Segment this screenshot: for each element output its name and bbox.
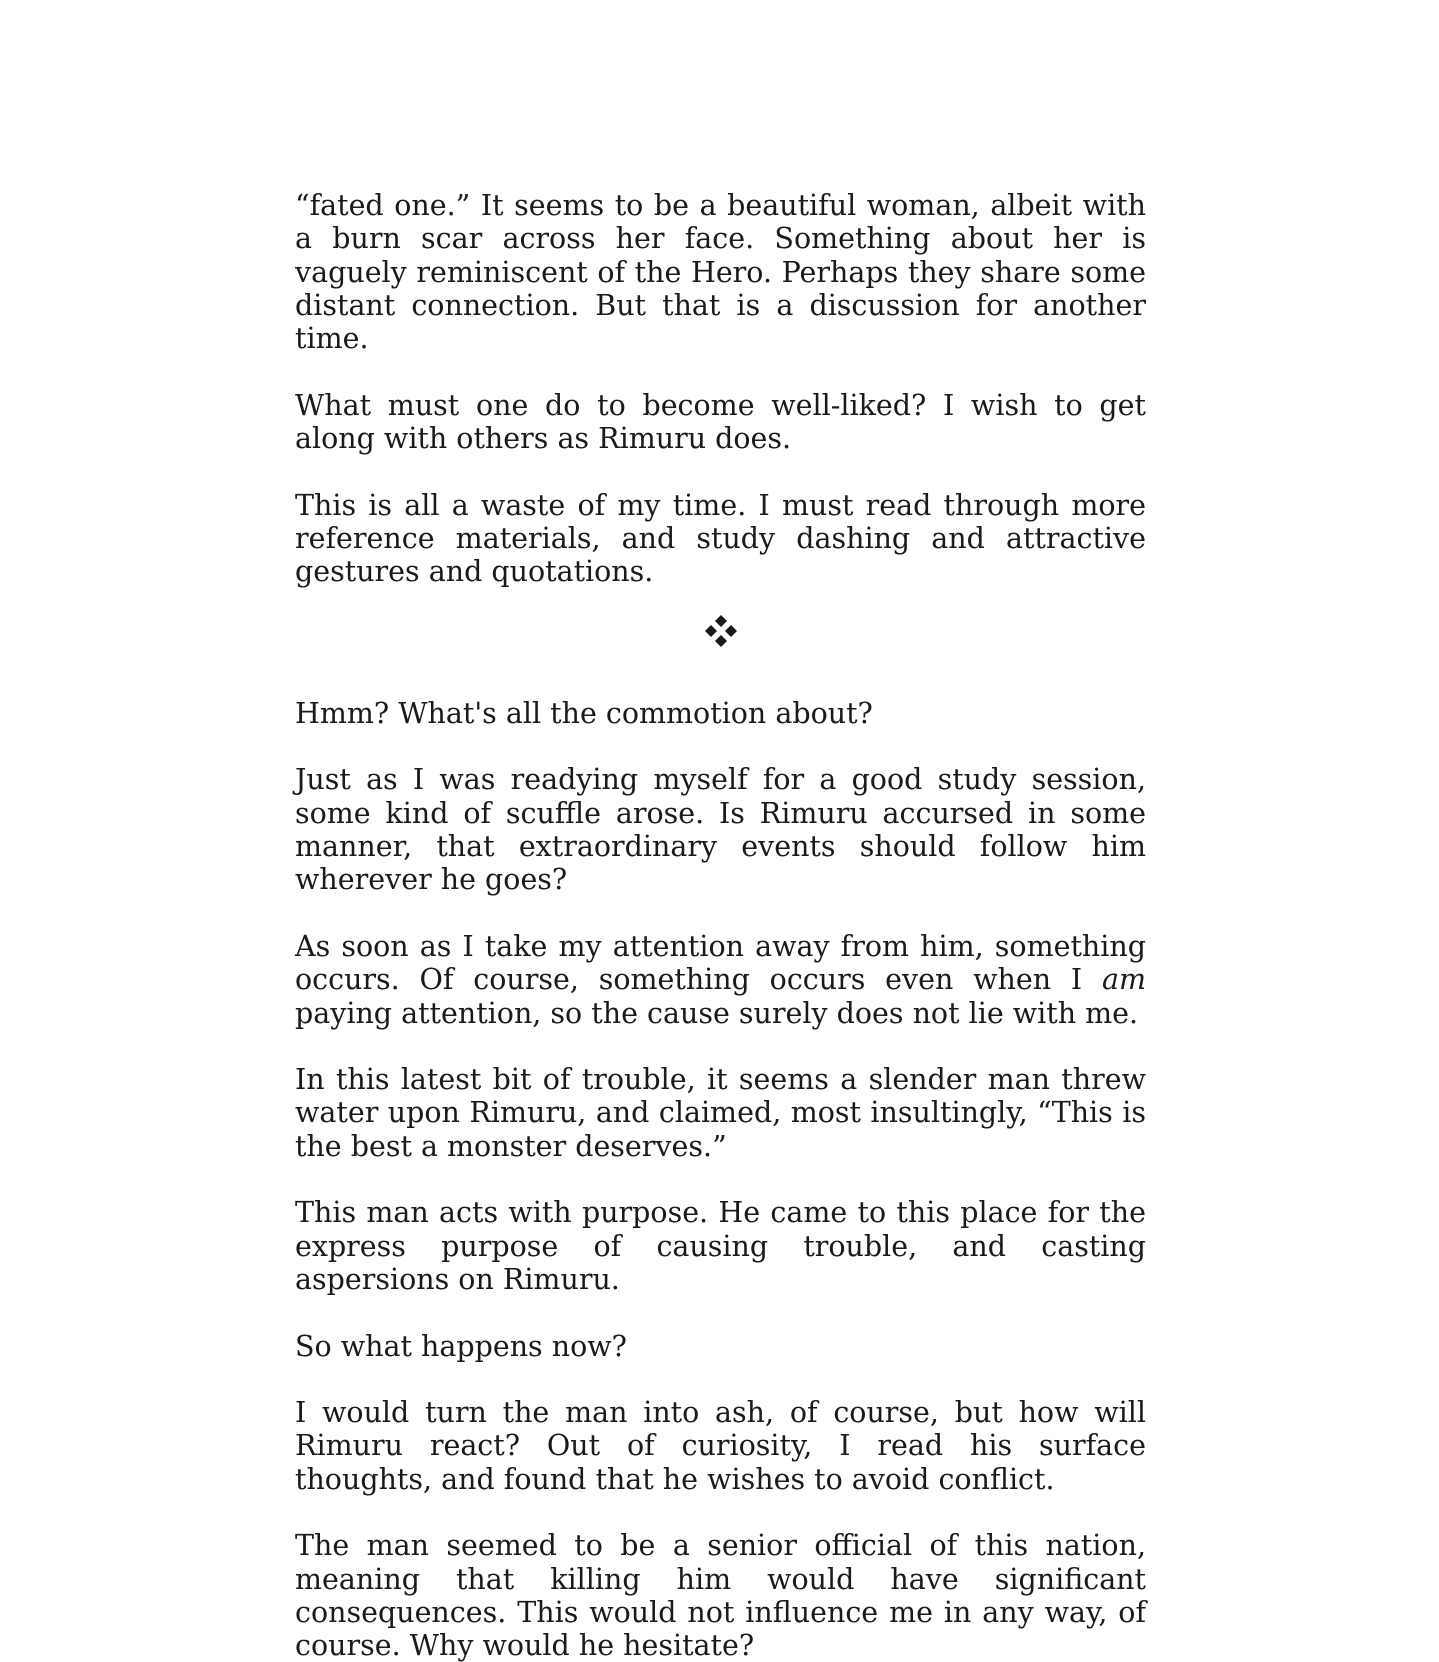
paragraph-scuffle: Just as I was readying myself for a good study session, some kind of scuffle arose. Is Rimuru accursed in some manner, that extraordinary events should follow him wherever he goes?: [295, 763, 1146, 897]
paragraph-trouble: In this latest bit of trouble, it seems a slender man threw water upon Rimuru, and claimed, most insultingly, “This is the best a monster deserves.”: [295, 1063, 1146, 1163]
paragraph-waste-of-time: This is all a waste of my time. I must read through more reference materials, and study dashing and attractive gestures and quotations.: [295, 488, 1146, 589]
paragraph-commotion: Hmm? What's all the commotion about?: [295, 696, 873, 730]
emphasis-am: am: [1101, 963, 1146, 997]
paragraph-senior-official: The man seemed to be a senior official of this nation, meaning that killing him would have significant consequences. This would not influence me in any way, of course. Why would he hesitate?: [295, 1529, 1146, 1662]
four-diamond-ornament-icon: [704, 614, 738, 648]
paragraph-attention-start: As soon as I take my attention away from him, something occurs. Of course, something occurs even when I: [295, 929, 1146, 997]
paragraph-attention: [295, 930, 1146, 1030]
scene-break: [295, 614, 1146, 680]
book-page: [295, 189, 1146, 1662]
paragraph-what-happens: So what happens now?: [295, 1329, 627, 1363]
paragraph-purpose: This man acts with purpose. He came to this place for the express purpose of causing trouble, and casting aspersions on Rimuru.: [295, 1196, 1146, 1296]
paragraph-well-liked: What must one do to become well-liked? I wish to get along with others as Rimuru does.: [295, 388, 1146, 456]
paragraph-attention-end: paying attention, so the cause surely does not lie with me.: [295, 996, 1139, 1030]
paragraph-fated-one: “fated one.” It seems to be a beautiful woman, albeit with a burn scar across her face. Something about her is vaguely reminiscent of the Hero. Perhaps they share some distant connection. But that is a discussion for another time.: [295, 189, 1146, 356]
paragraph-ash: I would turn the man into ash, of course, but how will Rimuru react? Out of curiosity, I read his surface thoughts, and found that he wishes to avoid conflict.: [295, 1396, 1146, 1496]
